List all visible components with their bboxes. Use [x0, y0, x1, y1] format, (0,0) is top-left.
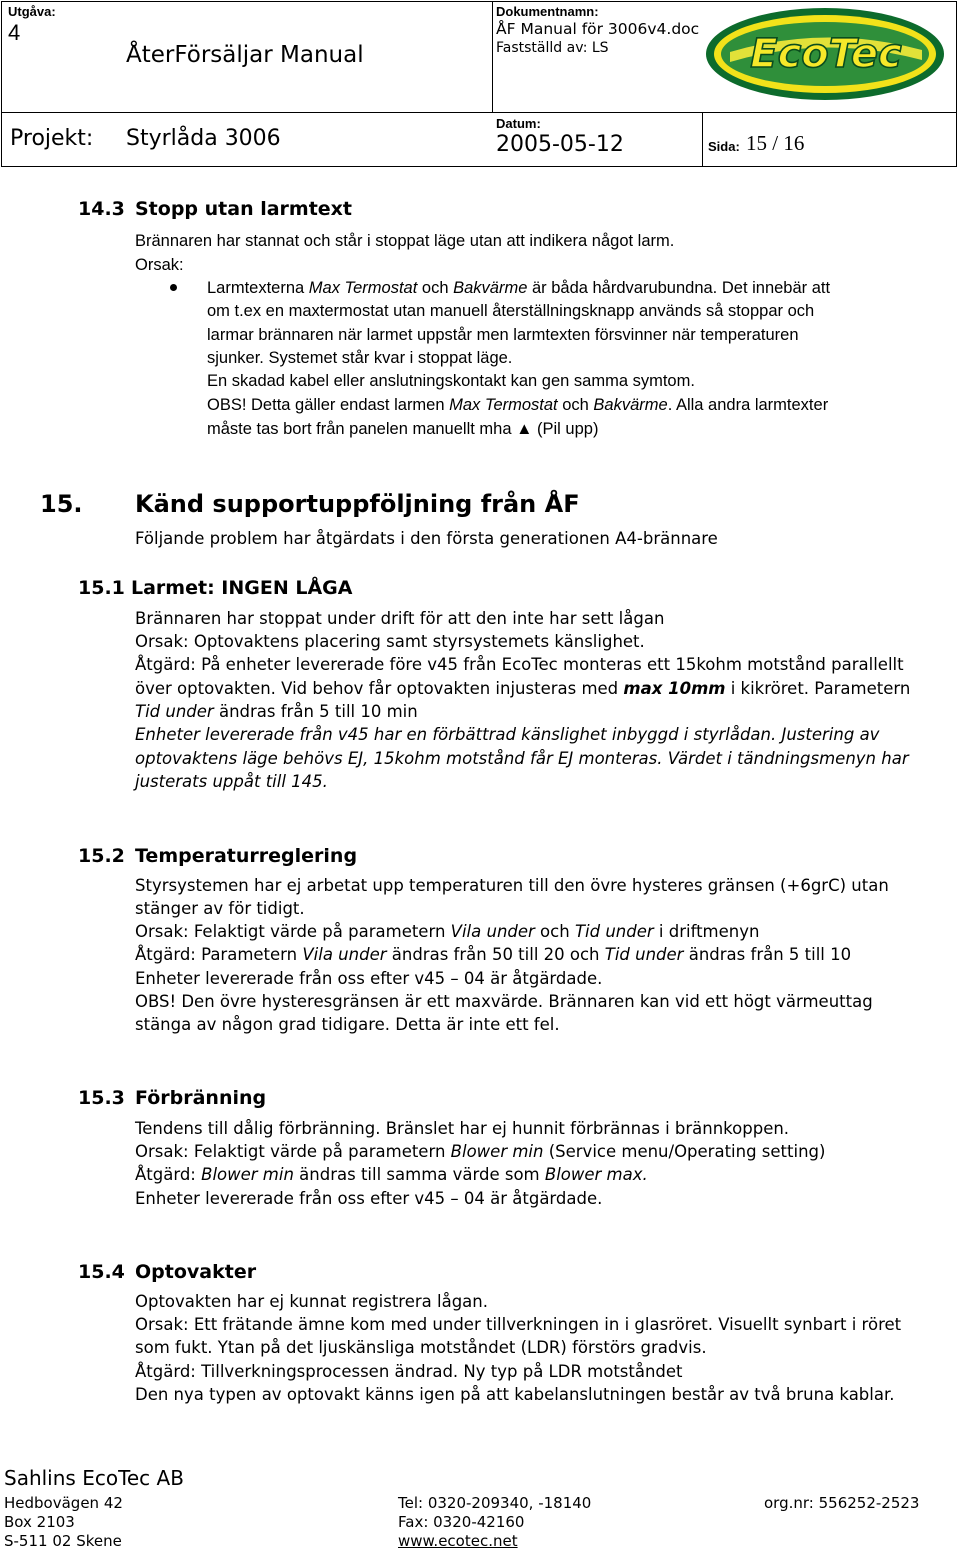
paragraph-line: Åtgärd: Parametern Vila under ändras från 50 till 20 och Tid under ändras från 5 till 10: [135, 945, 852, 964]
paragraph-line: som fukt. Ytan på det ljuskänsliga motståndet (LDR) förstörs gradvis.: [135, 1338, 707, 1357]
footer-org-number: org.nr: 556252-2523: [764, 1494, 920, 1512]
logo-text: EcoTec: [750, 31, 902, 77]
paragraph-line: Åtgärd: På enheter levererade före v45 från EcoTec monteras ett 15kohm motstånd parallellt: [135, 655, 904, 674]
footer-phone: Tel: 0320-209340, -18140: [398, 1494, 592, 1512]
date-value: 2005-05-12: [496, 132, 624, 157]
bullet-line: Larmtexterna Max Termostat och Bakvärme är båda hårdvarubundna. Det innebär att: [207, 279, 831, 297]
paragraph-line: Brännaren har stannat och står i stoppat läge utan att indikera något larm.: [135, 232, 675, 250]
bullet-line: En skadad kabel eller anslutningskontakt kan gen samma symtom.: [207, 372, 695, 390]
paragraph-line: Styrsystemen har ej arbetat upp temperaturen till den övre hysteres gränsen (+6grC) utan: [135, 876, 889, 895]
footer-address-line: Hedbovägen 42: [4, 1494, 123, 1512]
paragraph-line: Tendens till dålig förbränning. Bränslet har ej hunnit förbrännas i brännkoppen.: [135, 1119, 790, 1138]
footer-website-link[interactable]: www.ecotec.net: [398, 1532, 518, 1550]
paragraph-line: Brännaren har stoppat under drift för att den inte har sett lågan: [135, 609, 665, 628]
paragraph-line: Åtgärd: Blower min ändras till samma värde som Blower max.: [135, 1165, 648, 1184]
paragraph-line: Orsak: Optovaktens placering samt styrsystemets känslighet.: [135, 632, 645, 651]
manual-title: ÅterFörsäljar Manual: [126, 42, 364, 68]
paragraph-line: Åtgärd: Tillverkningsprocessen ändrad. Ny typ på LDR motståndet: [135, 1362, 683, 1381]
paragraph-line: Den nya typen av optovakt känns igen på att kabelanslutningen består av två bruna kablar.: [135, 1385, 895, 1404]
footer-company: Sahlins EcoTec AB: [4, 1466, 184, 1490]
paragraph-line: Enheter levererade från oss efter v45 – 04 är åtgärdade.: [135, 1189, 603, 1208]
docname-value: ÅF Manual för 3006v4.doc: [496, 20, 700, 38]
footer-address-line: Box 2103: [4, 1513, 75, 1531]
section-15-2-number: 15.2: [78, 845, 125, 867]
section-15-1-title: Larmet: INGEN LÅGA: [131, 577, 353, 599]
section-15-3-number: 15.3: [78, 1087, 125, 1109]
paragraph-line: Enheter levererade från oss efter v45 – 04 är åtgärdade.: [135, 969, 603, 988]
paragraph-line: Tid under ändras från 5 till 10 min: [135, 702, 418, 721]
bullet-icon: [170, 284, 177, 291]
paragraph-line: Optovakten har ej kunnat registrera lågan.: [135, 1292, 488, 1311]
footer-address-line: S-511 02 Skene: [4, 1532, 122, 1550]
paragraph-line: OBS! Den övre hysteresgränsen är ett maxvärde. Brännaren kan vid ett högt värmeuttag: [135, 992, 873, 1011]
paragraph-line: justerats uppåt till 145.: [135, 772, 328, 791]
bullet-line: om t.ex en maxtermostat utan manuell återställningsknapp används så stoppar och: [207, 302, 815, 320]
edition-value: 4: [8, 20, 21, 45]
section-15-4-number: 15.4: [78, 1261, 125, 1283]
paragraph-line: Enheter levererade från v45 har en förbättrad känslighet inbyggd i styrlådan. Justering av: [135, 725, 880, 744]
bullet-line: sjunker. Systemet står kvar i stoppat läge.: [207, 349, 513, 367]
paragraph-line: Orsak: Ett frätande ämne kom med under tillverkningen in i glasröret. Visuellt synbart i röret: [135, 1315, 902, 1334]
section-15-title: Känd supportuppföljning från ÅF: [135, 490, 580, 518]
page-number: 15 / 16: [746, 131, 805, 155]
bullet-line: måste tas bort från panelen manuellt mha ▲ (Pil upp): [207, 420, 599, 438]
section-15-1-number: 15.1: [78, 577, 125, 599]
header-divider: [702, 112, 703, 167]
header-divider: [492, 2, 493, 112]
paragraph-line: Orsak:: [135, 256, 184, 274]
paragraph-line: Orsak: Felaktigt värde på parametern Vila under och Tid under i driftmenyn: [135, 922, 760, 941]
docname-label: Dokumentnamn:: [496, 4, 599, 19]
paragraph-line: stänga av någon grad tidigare. Detta är inte ett fel.: [135, 1015, 560, 1034]
section-14-3-title: Stopp utan larmtext: [135, 198, 353, 220]
bullet-line: OBS! Detta gäller endast larmen Max Termostat och Bakvärme. Alla andra larmtexter: [207, 396, 829, 414]
section-15-number: 15.: [40, 490, 83, 518]
paragraph-line: över optovakten. Vid behov får optovakten injusteras med max 10mm i kikröret. Parametern: [135, 679, 911, 698]
section-14-3-number: 14.3: [78, 198, 125, 220]
bullet-line: larmar brännaren när larmet uppstår men larmtexten försvinner när temperaturen: [207, 326, 799, 344]
approved-by: Fastställd av: LS: [496, 40, 609, 56]
edition-label: Utgåva:: [8, 4, 56, 19]
project-value: Styrlåda 3006: [126, 126, 281, 151]
section-15-3-title: Förbränning: [135, 1087, 267, 1109]
ecotec-logo: [700, 4, 946, 104]
date-label: Datum:: [496, 116, 541, 131]
footer-fax: Fax: 0320-42160: [398, 1513, 525, 1531]
section-15-2-title: Temperaturreglering: [135, 845, 358, 867]
header-divider: [2, 112, 956, 113]
section-15-4-title: Optovakter: [135, 1261, 257, 1283]
project-label: Projekt:: [10, 126, 94, 151]
section-15-intro: Följande problem har åtgärdats i den första generationen A4-brännare: [135, 529, 718, 548]
paragraph-line: Orsak: Felaktigt värde på parametern Blower min (Service menu/Operating setting): [135, 1142, 826, 1161]
paragraph-line: stänger av för tidigt.: [135, 899, 305, 918]
paragraph-line: optovaktens läge behövs EJ, 15kohm motstånd får EJ monteras. Värdet i tändningsmenyn har: [135, 749, 909, 768]
page-label: Sida:: [708, 139, 740, 154]
